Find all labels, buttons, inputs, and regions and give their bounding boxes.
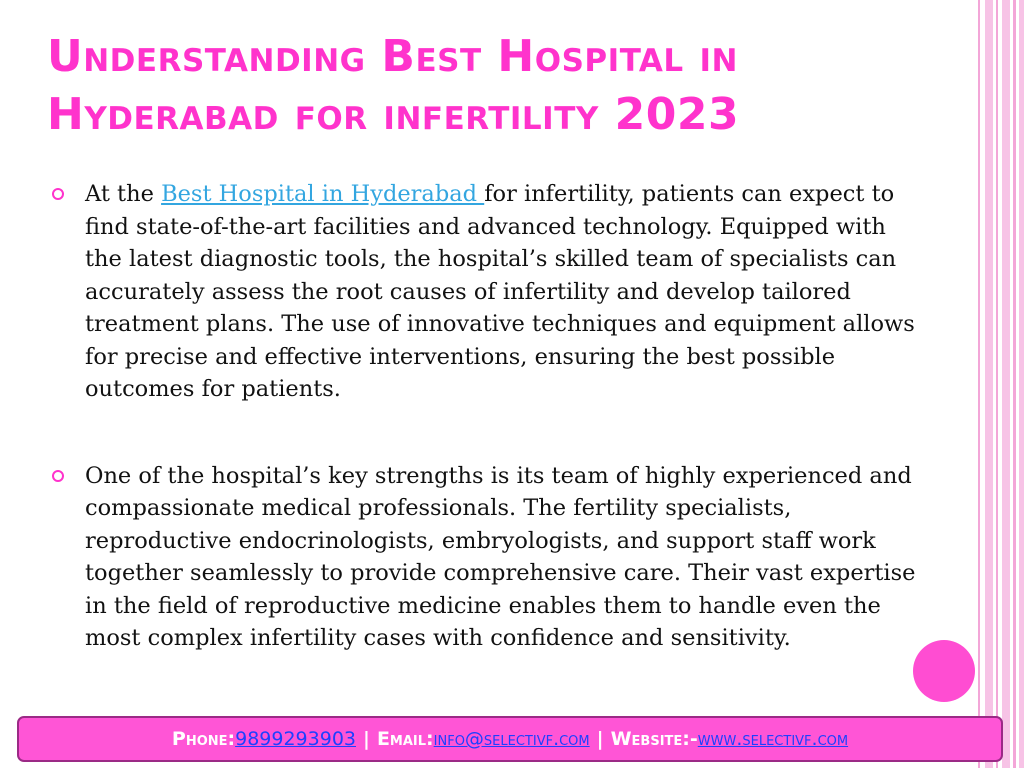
email-link[interactable]: info@selectivf.com [433, 728, 590, 750]
slide-title: Understanding Best Hospital in Hyderabad for infertility 2023 [47, 31, 740, 140]
decorative-circle [913, 640, 975, 702]
bullet-text: One of the hospital’s key strengths is its team of highly experienced and compassionate medical professionals. The fertility specialists, reproductive endocrinologists, embryologists, and support staff work together seamlessly to provide comprehensive care. Their vast expertise in the field of reproductive medicine enables them to handle even the most complex infertility cases with confidence and sensitivity. [85, 462, 916, 651]
decorative-stripe [996, 0, 998, 768]
decorative-stripe [1019, 0, 1024, 768]
decorative-stripe [1013, 0, 1016, 768]
best-hospital-link[interactable]: Best Hospital in Hyderabad [161, 181, 485, 207]
bullet-circle-icon [52, 188, 64, 200]
decorative-stripe [1002, 0, 1010, 768]
phone-label: Phone: [171, 728, 236, 750]
contact-footer [17, 716, 1003, 762]
phone-link[interactable]: 9899293903 [235, 728, 356, 750]
separator: | [363, 728, 370, 750]
bullet-text-suffix: for infertility, patients can expect to find state-of-the-art facilities and advanced technology. Equipped with the latest diagnostic tools, the hospital’s skilled team of specialists can accurately assess the root causes of infertility and develop tailored treatment plans. The use of innovative techniques and equipment allows for precise and effective interventions, ensuring the best possible outcomes for patients. [85, 181, 915, 402]
decorative-stripe [978, 0, 980, 768]
website-label: Website:- [610, 728, 698, 750]
bullet-item [52, 178, 922, 406]
bullet-text-prefix: At the [85, 181, 162, 207]
email-label: Email: [376, 728, 434, 750]
decorative-stripe [985, 0, 993, 768]
bullet-list [52, 178, 922, 655]
separator: | [596, 728, 604, 750]
bullet-item [52, 460, 922, 655]
bullet-circle-icon [52, 470, 64, 482]
website-link[interactable]: www.selectivf.com [697, 728, 849, 750]
